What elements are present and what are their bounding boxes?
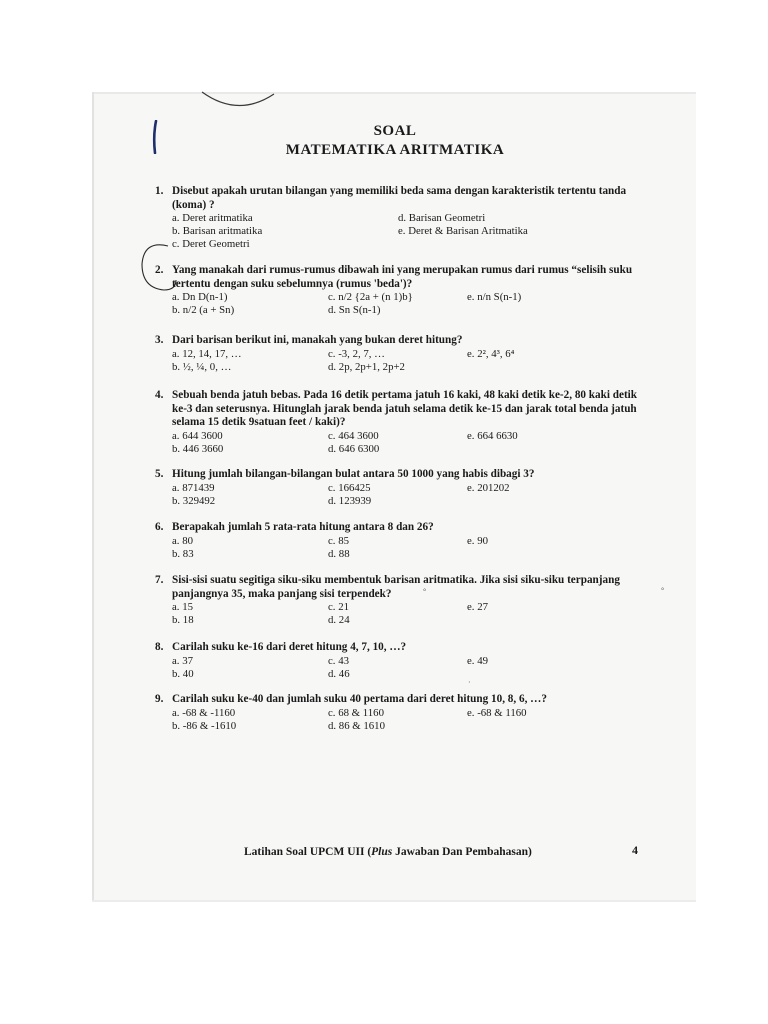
option-e: e. 201202 xyxy=(467,481,510,494)
scan-speck: · xyxy=(468,678,471,687)
option-d: d. Sn S(n-1) xyxy=(328,304,381,316)
option-e: e. -68 & 1160 xyxy=(467,706,527,719)
options-list xyxy=(172,707,655,734)
question-text: Disebut apakah urutan bilangan yang memiliki beda sama dengan karakteristik tertentu tanda (koma) ? xyxy=(172,185,627,211)
option-c: c. Deret Geometri xyxy=(172,238,250,250)
option-a: a. 644 3600 xyxy=(172,429,223,442)
option-d: d. 88 xyxy=(328,547,350,560)
option-d: d. 24 xyxy=(328,614,350,626)
option-b: b. 18 xyxy=(172,614,194,626)
question-number: 1. xyxy=(155,185,164,197)
option-a: a. 37 xyxy=(172,654,193,667)
option-c: c. -3, 2, 7, … xyxy=(328,347,385,360)
question-number: 5. xyxy=(155,468,164,480)
option-d: d. 123939 xyxy=(328,494,372,507)
option-e: e. 2², 4³, 6⁴ xyxy=(467,347,515,360)
option-e: e. 664 6630 xyxy=(467,429,518,442)
question-1 xyxy=(155,185,655,252)
question-number: 4. xyxy=(155,389,164,401)
option-b: b. n/2 (a + Sn) xyxy=(172,304,235,316)
question-9 xyxy=(155,693,655,734)
option-d: d. 86 & 1610 xyxy=(328,719,385,732)
option-b: b. Barisan aritmatika xyxy=(172,225,263,237)
options-list xyxy=(172,430,655,457)
option-c: c. 21 xyxy=(328,601,349,613)
option-a: a. 871439 xyxy=(172,481,215,494)
question-3 xyxy=(155,334,655,375)
top-pencil-arc xyxy=(198,88,278,118)
option-b: b. -86 & -1610 xyxy=(172,719,237,732)
option-c: c. 464 3600 xyxy=(328,429,379,442)
question-4 xyxy=(155,389,655,457)
question-number: 7. xyxy=(155,574,164,586)
option-d: d. 646 6300 xyxy=(328,442,380,455)
option-a: a. 12, 14, 17, … xyxy=(172,347,242,360)
option-a: a. 80 xyxy=(172,534,193,547)
question-text: Carilah suku ke-16 dari deret hitung 4, 7, 10, …? xyxy=(172,641,407,653)
option-a: a. -68 & -1160 xyxy=(172,706,236,719)
page-subtitle: MATEMATIKA ARITMATIKA xyxy=(285,142,505,158)
footer-text-start: Latihan Soal UPCM UII ( xyxy=(244,846,372,858)
question-number: 6. xyxy=(155,521,164,533)
question-text: Hitung jumlah bilangan-bilangan bulat antara 50 1000 yang habis dibagi 3? xyxy=(172,468,535,480)
option-b: b. 446 3660 xyxy=(172,442,224,455)
option-b: b. ½, ¼, 0, … xyxy=(172,360,232,373)
option-e: e. n/n S(n-1) xyxy=(467,291,522,303)
question-text: Dari barisan berikut ini, manakah yang bukan deret hitung? xyxy=(172,334,463,346)
question-text: Carilah suku ke-40 dan jumlah suku 40 pertama dari deret hitung 10, 8, 6, …? xyxy=(172,693,547,705)
scan-edge-bottom xyxy=(92,900,696,902)
option-b: b. 329492 xyxy=(172,494,216,507)
question-number: 8. xyxy=(155,641,164,653)
question-text: Sebuah benda jatuh bebas. Pada 16 detik pertama jatuh 16 kaki, 48 kaki detik ke-2, 80 kaki detik ke-3 dan seterusnya. Hitunglah jarak benda jatuh selama detik ke-15 dan jarak total benda jatuh selama 15 detik 9satuan feet / kaki)? xyxy=(172,389,637,428)
option-c: c. 166425 xyxy=(328,481,371,494)
options-list xyxy=(172,535,655,562)
options-list xyxy=(172,348,655,375)
options-list xyxy=(172,291,655,318)
option-a: a. 15 xyxy=(172,601,193,613)
option-c: c. 85 xyxy=(328,534,349,547)
options-list xyxy=(172,655,655,682)
question-text: Yang manakah dari rumus-rumus dibawah ini yang merupakan rumus dari rumus “selisih suku tertentu dengan suku sebelumnya (rumus 'beda')? xyxy=(172,264,633,290)
question-number: 9. xyxy=(155,693,164,705)
footer-text-end: Jawaban Dan Pembahasan) xyxy=(392,846,532,858)
option-c: c. 43 xyxy=(328,654,349,667)
question-7 xyxy=(155,574,655,628)
footer-text xyxy=(244,846,532,858)
options-list xyxy=(172,212,655,252)
option-a: a. Deret aritmatika xyxy=(172,212,253,224)
option-c: c. n/2 {2a + (n 1)b} xyxy=(328,291,413,303)
question-5 xyxy=(155,468,655,509)
option-c: c. 68 & 1160 xyxy=(328,706,384,719)
question-text: Sisi-sisi suatu segitiga siku-siku membentuk barisan aritmatika. Jika sisi siku-siku terpanjang panjangnya 35, maka panjang sisi terpendek? xyxy=(172,574,620,600)
question-text: Berapakah jumlah 5 rata-rata hitung antara 8 dan 26? xyxy=(172,521,434,533)
option-a: a. Dn D(n-1) xyxy=(172,291,228,303)
options-list xyxy=(172,601,655,628)
option-e: e. 90 xyxy=(467,534,488,547)
page-number: 4 xyxy=(632,843,638,857)
scan-speck: ° xyxy=(423,587,427,596)
option-d: d. Barisan Geometri xyxy=(398,212,486,224)
option-e: e. Deret & Barisan Aritmatika xyxy=(398,225,528,237)
option-e: e. 49 xyxy=(467,654,488,667)
question-6 xyxy=(155,521,655,562)
option-b: b. 40 xyxy=(172,667,194,680)
question-8 xyxy=(155,641,655,682)
option-d: d. 46 xyxy=(328,667,350,680)
question-number: 3. xyxy=(155,334,164,346)
question-2 xyxy=(155,264,655,318)
option-e: e. 27 xyxy=(467,601,488,613)
footer-text-italic: Plus xyxy=(371,846,393,858)
page-title: SOAL xyxy=(373,123,417,139)
question-number: 2. xyxy=(155,264,164,276)
options-list xyxy=(172,482,655,509)
option-b: b. 83 xyxy=(172,547,194,560)
scan-speck: ° xyxy=(661,586,665,595)
option-d: d. 2p, 2p+1, 2p+2 xyxy=(328,360,405,373)
